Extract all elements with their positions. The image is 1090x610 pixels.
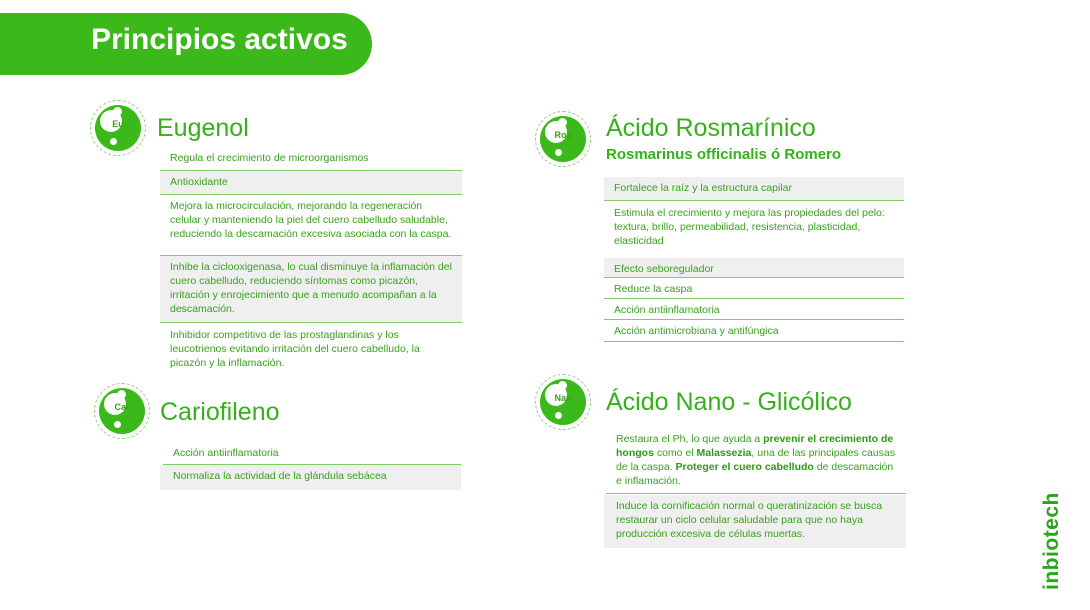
eugenol-heading: Eugenol xyxy=(157,114,249,142)
cariofileno-item-1: Acción antiinflamatoria xyxy=(163,442,461,465)
eugenol-item-1: Regula el crecimiento de microorganismos xyxy=(160,147,462,171)
glicolico-symbol: Nan xyxy=(554,393,572,403)
page-title: Principios activos xyxy=(91,23,348,56)
rosmarinico-item-5: Acción antiinflamatoria xyxy=(604,299,904,320)
glicolico-item-2: Induce la cornificación normal o queratinización se busca restaurar un ciclo celular saludable para que no haya producción excesiva de células muertas. xyxy=(604,495,906,548)
rosmarinico-item-3: Efecto seboregulador xyxy=(604,258,904,278)
rosmarinico-item-2: Estimula el crecimiento y mejora las propiedades del pelo: textura, brillo, permeabilidad, resistencia, plasticidad, elasticidad xyxy=(614,207,885,247)
rosmarinico-heading: Ácido Rosmarínico xyxy=(606,114,816,142)
eugenol-item-4: Inhibe la ciclooxigenasa, lo cual disminuye la inflamación del cuero cabelludo, reduciendo síntomas como picazón, irritación y enrojecimiento que a menudo acompañan a la descamación. xyxy=(160,256,462,323)
cariofileno-badge-icon xyxy=(94,383,150,439)
eugenol-badge-icon xyxy=(90,100,146,156)
brand-logo: inbiotech xyxy=(1040,492,1063,590)
cariofileno-item-2: Normaliza la actividad de la glándula sebácea xyxy=(160,465,461,490)
rosmarinico-subtitle: Rosmarinus officinalis ó Romero xyxy=(606,146,842,163)
rosmarinico-item-1: Fortalece la raíz y la estructura capilar xyxy=(604,177,904,201)
eugenol-symbol: Eu xyxy=(112,119,124,129)
glicolico-heading: Ácido Nano - Glicólico xyxy=(606,388,852,416)
title-bar xyxy=(0,13,372,75)
glicolico-badge-icon xyxy=(535,374,591,430)
eugenol-item-5: Inhibidor competitivo de las prostaglandinas y los leucotrienos evitando irritación del cuero cabelludo, la picazón y la inflamación. xyxy=(170,329,420,369)
rosmarinico-item-6: Acción antimicrobiana y antifúngica xyxy=(604,320,904,342)
eugenol-item-2: Antioxidante xyxy=(160,171,462,195)
glicolico-item-1: Restaura el Ph, lo que ayuda a prevenir el crecimiento de hongos como el Malassezia, una de las principales causas de la caspa. Proteger el cuero cabelludo de descamación e inflamación. xyxy=(606,428,906,494)
rosmarinico-symbol: Ros xyxy=(554,130,572,140)
cariofileno-heading: Cariofileno xyxy=(160,398,280,426)
eugenol-item-3: Mejora la microcirculación, mejorando la regeneración celular y manteniendo la piel del cuero cabelludo saludable, reduciendo la descamación excesiva asociada con la caspa. xyxy=(160,195,462,256)
cariofileno-symbol: Car xyxy=(114,402,130,412)
rosmarinico-item-4: Reduce la caspa xyxy=(604,278,904,299)
rosmarinico-badge-icon xyxy=(535,111,591,167)
